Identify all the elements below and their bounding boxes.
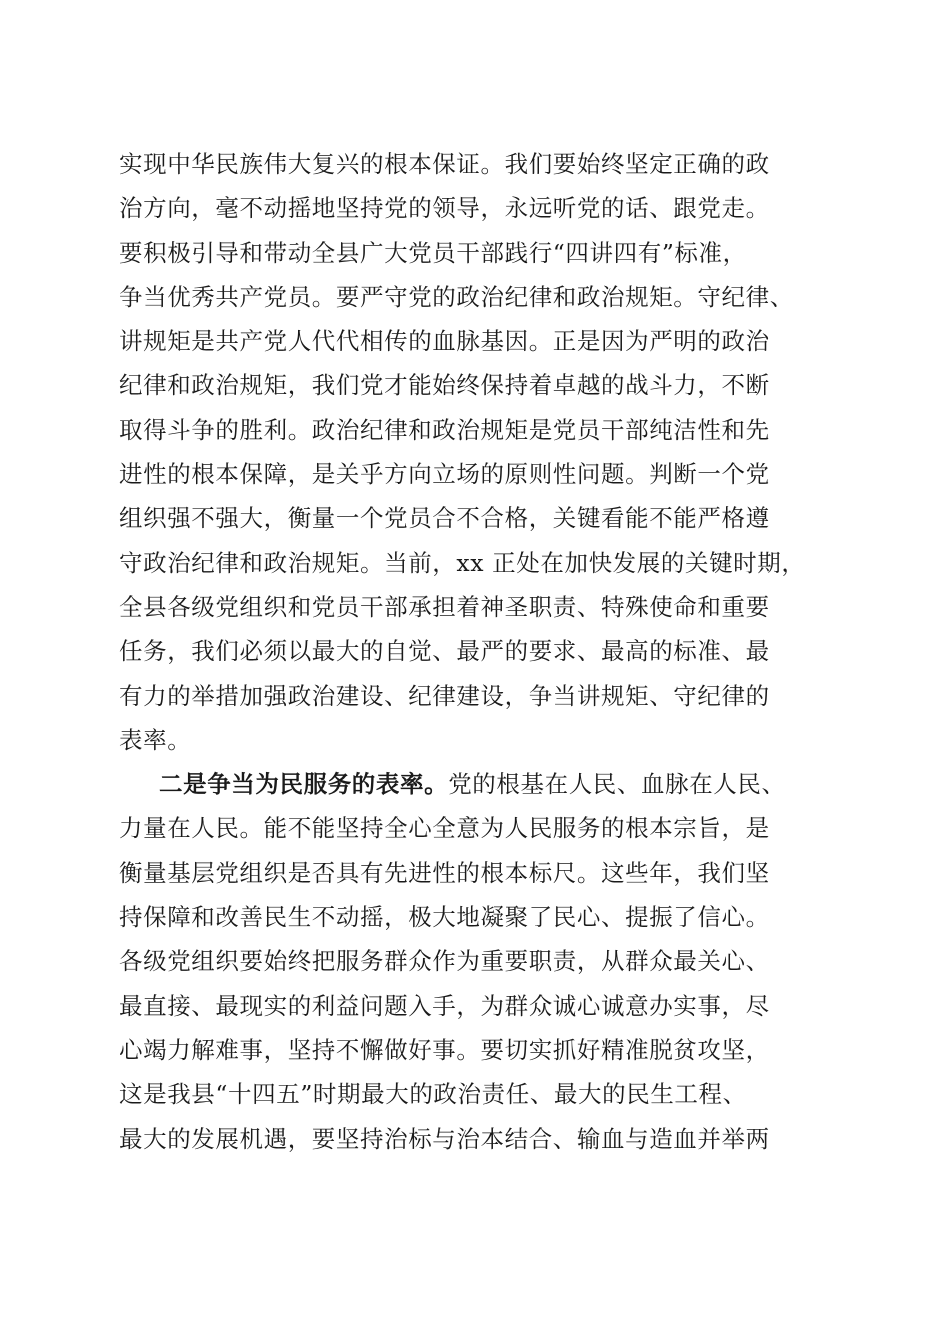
- text-line: 这是我县“十四五”时期最大的政治责任、最大的民生工程、: [119, 1080, 747, 1109]
- text-line: 最大的发展机遇，要坚持治标与治本结合、输血与造血并举两: [119, 1124, 770, 1153]
- text-line: 表率。: [119, 725, 192, 754]
- text-line: 要积极引导和带动全县广大党员干部践行“四讲四有”标准，: [119, 238, 747, 267]
- text-line: 心竭力解难事，坚持不懈做好事。要切实抓好精准脱贫攻坚，: [119, 1035, 770, 1064]
- text-line: 各级党组织要始终把服务群众作为重要职责，从群众最关心、: [119, 947, 770, 976]
- text-line: 衡量基层党组织是否具有先进性的根本标尺。这些年，我们坚: [119, 858, 770, 887]
- text-line: 进性的根本保障，是关乎方向立场的原则性问题。判断一个党: [119, 460, 770, 489]
- text-line: 守政治纪律和政治规矩。当前，xx 正处在加快发展的关键时期，: [119, 548, 806, 577]
- text-line: 持保障和改善民生不动摇，极大地凝聚了民心、提振了信心。: [119, 903, 770, 932]
- paragraph-2-first-line: [119, 762, 839, 806]
- text-line: 争当优秀共产党员。要严守党的政治纪律和政治规矩。守纪律、: [119, 282, 794, 311]
- text-line: 讲规矩是共产党人代代相传的血脉基因。正是因为严明的政治: [119, 327, 770, 356]
- document-body: [119, 142, 839, 1161]
- paragraph-2-first-line-text: 党的根基在人民、血脉在人民、: [448, 770, 786, 799]
- text-line: 取得斗争的胜利。政治纪律和政治规矩是党员干部纯洁性和先: [119, 415, 770, 444]
- paragraph-2-heading: 二是争当为民服务的表率。: [159, 770, 449, 799]
- text-line: 组织强不强大，衡量一个党员合不合格，关键看能不能严格遵: [119, 504, 770, 533]
- text-line: 最直接、最现实的利益问题入手，为群众诚心诚意办实事，尽: [119, 991, 770, 1020]
- text-line: 有力的举措加强政治建设、纪律建设，争当讲规矩、守纪律的: [119, 681, 770, 710]
- text-line: 力量在人民。能不能坚持全心全意为人民服务的根本宗旨，是: [119, 814, 770, 843]
- text-line: 任务，我们必须以最大的自觉、最严的要求、最高的标准、最: [119, 637, 770, 666]
- text-line: 治方向，毫不动摇地坚持党的领导，永远听党的话、跟党走。: [119, 194, 770, 223]
- text-line: 全县各级党组织和党员干部承担着神圣职责、特殊使命和重要: [119, 592, 770, 621]
- text-line: 实现中华民族伟大复兴的根本保证。我们要始终坚定正确的政: [119, 150, 770, 178]
- text-line: 纪律和政治规矩，我们党才能始终保持着卓越的战斗力，不断: [119, 371, 770, 400]
